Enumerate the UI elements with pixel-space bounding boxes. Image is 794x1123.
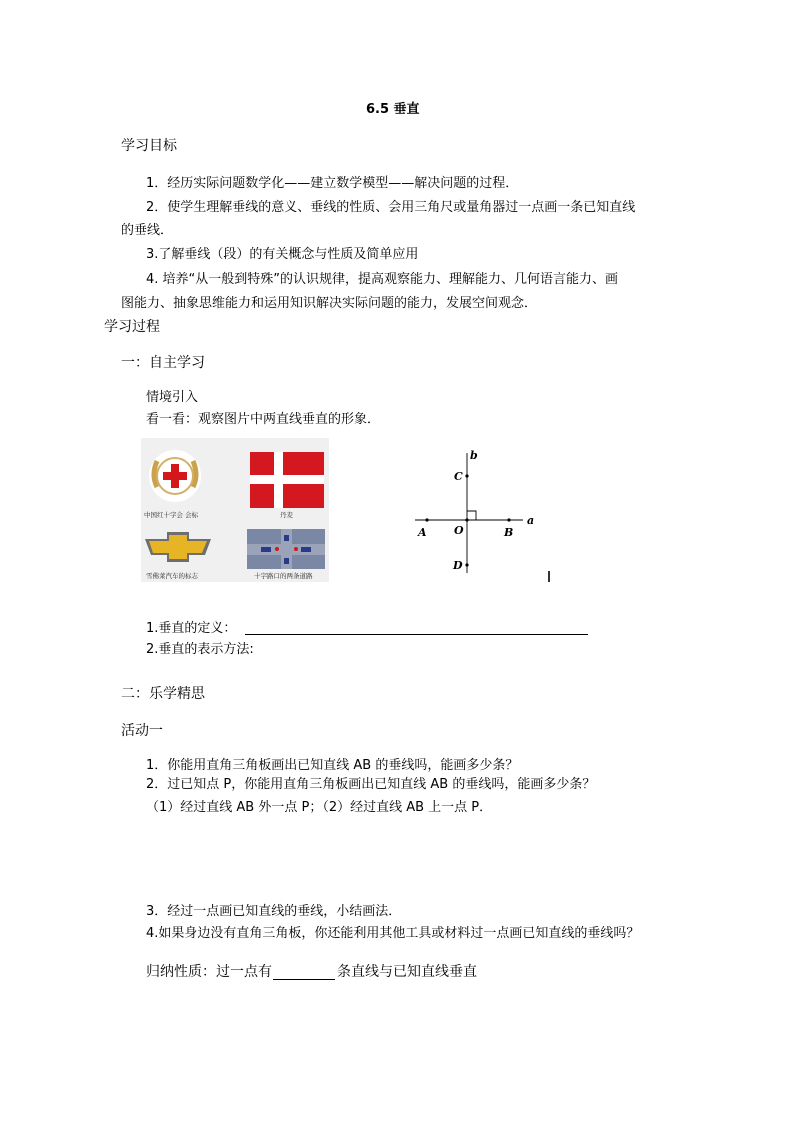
goal-3: 3.了解垂线（段）的有关概念与性质及简单应用 [146, 247, 419, 262]
question-4: 4.如果身边没有直角三角板，你还能利用其他工具或材料过一点画已知直线的垂线吗？ [146, 926, 640, 941]
goal-4: 4. 培养“从一般到特殊”的认识规律，提高观察能力、理解能力、几何语言能力、画 [146, 272, 619, 287]
process-heading: 学习过程 [104, 319, 160, 335]
caption-crossroad: 十字路口的两条道路 [254, 572, 313, 580]
perpendicular-diagram [405, 445, 555, 585]
goal-2-cont: 的垂线． [121, 223, 174, 238]
look-text: 看一看：观察图片中两直线垂直的形象． [146, 412, 381, 427]
notation-label: 2.垂直的表示方法: [146, 642, 254, 657]
property-blank[interactable] [273, 979, 335, 980]
property-before: 归纳性质：过一点有 [146, 964, 272, 980]
goal-4-cont: 图能力、抽象思维能力和运用知识解决实际问题的能力，发展空间观念． [121, 296, 538, 311]
denmark-flag [250, 452, 324, 508]
label-B: B [504, 526, 514, 539]
intro-label: 情境引入 [146, 390, 199, 405]
section2-heading: 二：乐学精思 [121, 686, 205, 702]
label-b: b [470, 449, 478, 462]
caption-denmark: 丹麦 [280, 511, 293, 519]
section1-heading: 一：自主学习 [121, 355, 205, 371]
goals-heading: 学习目标 [121, 138, 177, 154]
question-2-sub: （1）经过直线 AB 外一点 P；（2）经过直线 AB 上一点 P． [146, 800, 493, 815]
definition-blank[interactable] [245, 634, 588, 635]
activity-label: 活动一 [121, 723, 163, 739]
caption-chevrolet: 雪佛莱汽车的标志 [146, 572, 198, 580]
question-3: 3．经过一点画已知直线的垂线，小结画法． [146, 904, 402, 919]
definition-label: 1.垂直的定义： [146, 621, 237, 636]
caption-redcross: 中国红十字会 会标 [144, 511, 199, 519]
goal-1: 1．经历实际问题数学化——建立数学模型——解决问题的过程． [146, 176, 519, 191]
label-c: C [454, 470, 463, 483]
label-a: a [527, 514, 535, 527]
chevrolet-logo [143, 530, 213, 564]
label-D: D [453, 559, 463, 572]
goal-2: 2．使学生理解垂线的意义、垂线的性质、会用三角尺或量角器过一点画一条已知直线 [146, 200, 636, 215]
label-O: O [454, 524, 464, 537]
question-1: 1．你能用直角三角板画出已知直线 AB 的垂线吗，能画多少条？ [146, 758, 519, 773]
label-A: A [418, 526, 427, 539]
question-2: 2．过已知点 P，你能用直角三角板画出已知直线 AB 的垂线吗，能画多少条？ [146, 777, 596, 792]
examples-picture [141, 438, 329, 582]
property-after: 条直线与已知直线垂直 [337, 964, 477, 980]
crossroad-picture [247, 529, 325, 569]
page-title: 6.5 垂直 [366, 102, 420, 117]
red-cross-emblem [147, 447, 203, 505]
